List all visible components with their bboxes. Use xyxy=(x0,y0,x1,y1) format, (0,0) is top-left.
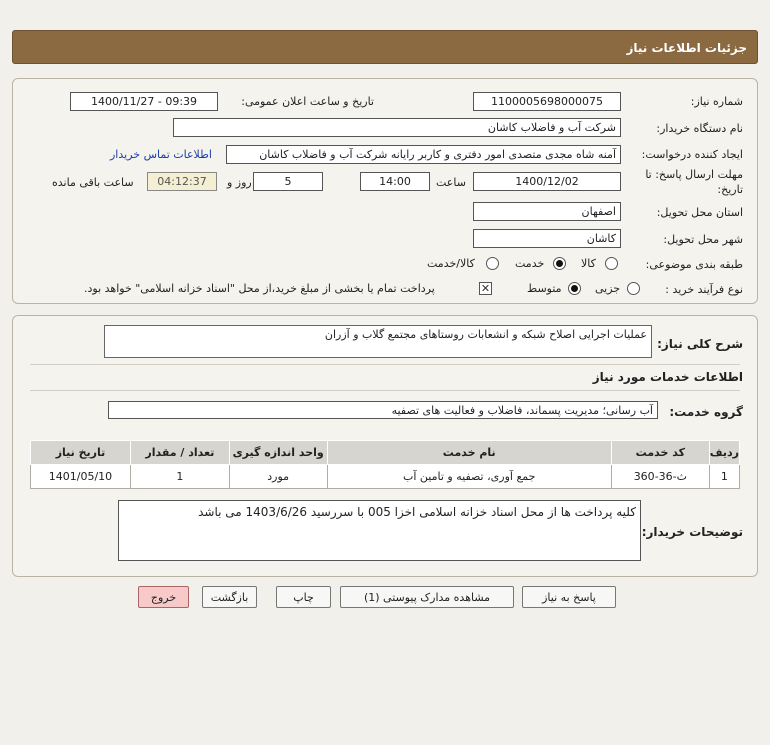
col-service-code: کد خدمت xyxy=(611,441,709,465)
city-label: شهر محل تحویل: xyxy=(663,233,743,246)
deadline-label: مهلت ارسال پاسخ: تا xyxy=(645,168,743,181)
buyer-notes-label: توضیحات خریدار: xyxy=(641,525,743,539)
table-row xyxy=(31,465,740,489)
cell-quantity: 1 xyxy=(130,465,229,489)
page-title: جزئیات اطلاعات نیاز xyxy=(626,41,747,55)
countdown-timer: 04:12:37 xyxy=(147,172,217,191)
services-table xyxy=(30,440,740,489)
deadline-date-field: 1400/12/02 xyxy=(473,172,621,191)
countdown-label: ساعت باقی مانده xyxy=(52,176,134,189)
process-medium-label: متوسط xyxy=(527,282,562,295)
need-number-field: 1100005698000075 xyxy=(473,92,621,111)
deadline-time-field: 14:00 xyxy=(360,172,430,191)
category-service-label: خدمت xyxy=(515,257,545,270)
process-label: نوع فرآیند خرید : xyxy=(665,283,743,296)
divider xyxy=(30,364,740,365)
buyer-notes-field: کلیه پرداخت ها از محل اسناد خزانه اسلامی اخزا 005 با سررسید 1403/6/26 می باشد xyxy=(118,500,641,561)
announce-date-field: 1400/11/27 - 09:39 xyxy=(70,92,218,111)
services-section-title: اطلاعات خدمات مورد نیاز xyxy=(592,370,743,384)
cell-service-name: جمع آوری، تصفیه و تامین آب xyxy=(327,465,611,489)
category-goods-service-label: کالا/خدمت xyxy=(427,257,475,270)
summary-field: عملیات اجرایی اصلاح شبکه و انشعابات روستاهای مجتمع گلاب و آزران xyxy=(104,325,652,358)
announce-date-label: تاریخ و ساعت اعلان عمومی: xyxy=(241,95,374,108)
treasury-checkbox[interactable]: ✕ xyxy=(480,282,491,295)
print-button[interactable]: چاپ xyxy=(276,586,331,608)
col-service-name: نام خدمت xyxy=(327,441,611,465)
view-attachments-button[interactable]: مشاهده مدارک پیوستی (1) xyxy=(340,586,514,608)
creator-label: ایجاد کننده درخواست: xyxy=(641,148,743,161)
category-goods-service-radio[interactable] xyxy=(486,257,499,270)
col-need-date: تاریخ نیاز xyxy=(31,441,131,465)
cell-service-code: ث-36-360 xyxy=(611,465,709,489)
need-number-label: شماره نیاز: xyxy=(690,95,743,108)
deadline-date-label: تاریخ: xyxy=(717,183,743,196)
category-goods-radio[interactable] xyxy=(605,257,618,270)
province-field: اصفهان xyxy=(473,202,621,221)
buyer-contact-link[interactable]: اطلاعات تماس خریدار xyxy=(110,148,212,161)
deadline-time-label: ساعت xyxy=(436,176,466,189)
days-label: روز و xyxy=(227,176,252,189)
page-header xyxy=(12,30,758,64)
process-minor-label: جزیی xyxy=(595,282,621,295)
city-field: کاشان xyxy=(473,229,621,248)
province-label: استان محل تحویل: xyxy=(656,206,743,219)
process-minor-radio[interactable] xyxy=(627,282,640,295)
buyer-name-field: شرکت آب و فاضلاب کاشان xyxy=(173,118,621,137)
col-unit: واحد اندازه گیری xyxy=(229,441,327,465)
cell-row-number: 1 xyxy=(709,465,739,489)
treasury-note: پرداخت تمام یا بخشی از مبلغ خرید،از محل "اسناد خزانه اسلامی" خواهد بود. xyxy=(84,282,435,295)
table-header-row xyxy=(31,441,740,465)
divider xyxy=(30,390,740,391)
cell-unit: مورد xyxy=(229,465,327,489)
exit-button[interactable]: خروج xyxy=(138,586,189,608)
col-row-number: ردیف xyxy=(709,441,739,465)
buyer-name-label: نام دستگاه خریدار: xyxy=(656,122,743,135)
days-remaining-field: 5 xyxy=(253,172,323,191)
summary-label: شرح کلی نیاز: xyxy=(657,337,743,351)
cell-need-date: 1401/05/10 xyxy=(31,465,131,489)
process-medium-radio[interactable] xyxy=(568,282,581,295)
creator-field: آمنه شاه مجدی متصدی امور دفتری و کاربر رایانه شرکت آب و فاضلاب کاشان xyxy=(226,145,621,164)
service-group-label: گروه خدمت: xyxy=(669,405,743,419)
category-goods-label: کالا xyxy=(581,257,596,270)
category-service-radio[interactable] xyxy=(553,257,566,270)
category-label: طبقه بندی موضوعی: xyxy=(645,258,743,271)
reply-button[interactable]: پاسخ به نیاز xyxy=(522,586,616,608)
back-button[interactable]: بازگشت xyxy=(202,586,257,608)
col-quantity: تعداد / مقدار xyxy=(130,441,229,465)
service-group-field: آب رسانی؛ مدیریت پسماند، فاضلاب و فعالیت های تصفیه xyxy=(108,401,658,419)
